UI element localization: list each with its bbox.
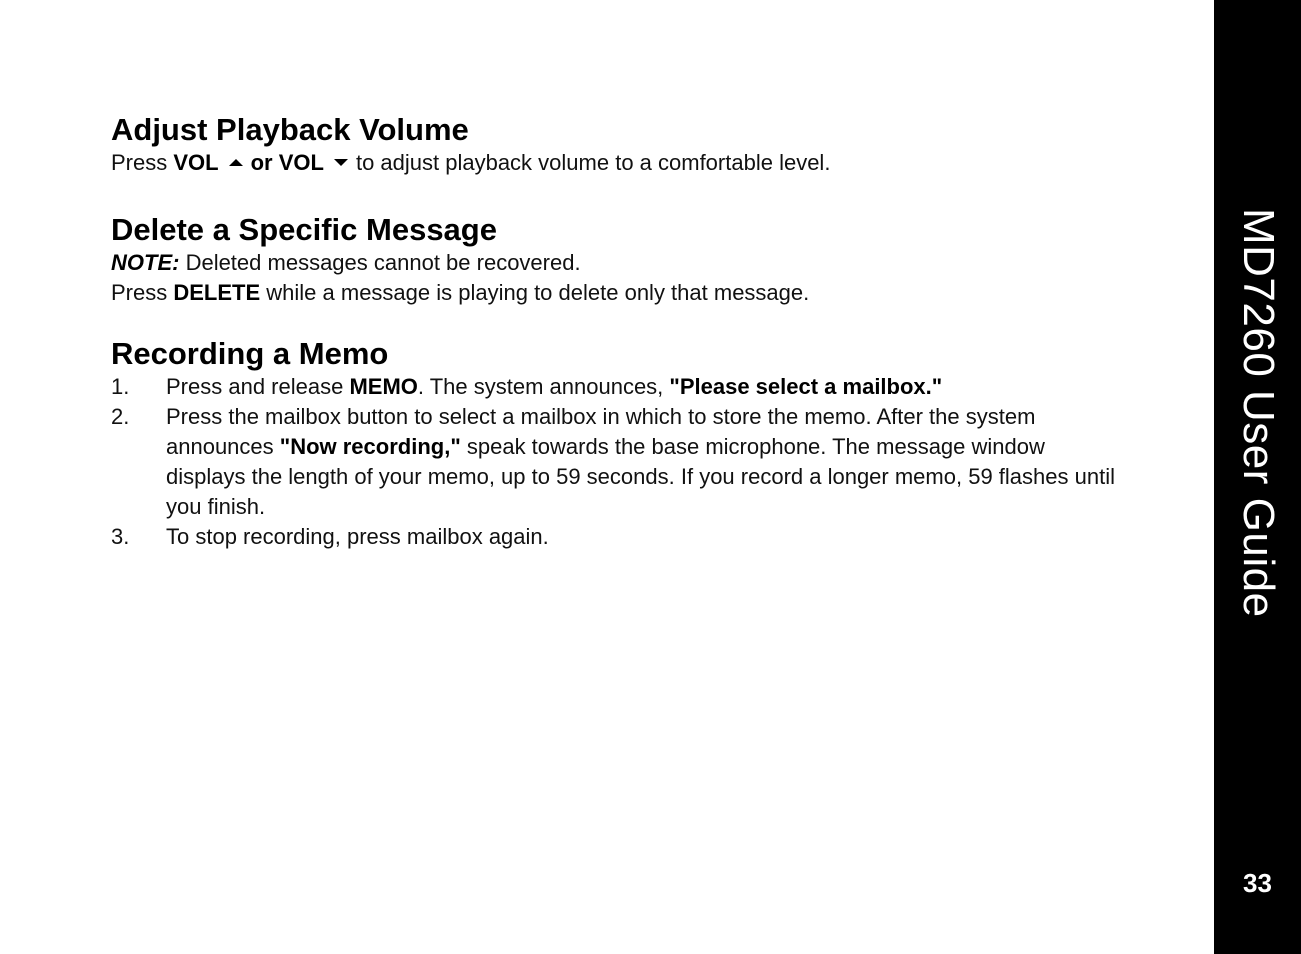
step-text: . The system announces, xyxy=(417,374,670,399)
delete-key: DELETE xyxy=(173,280,261,305)
sidebar xyxy=(1214,0,1301,954)
step-text: Press and release xyxy=(166,374,350,399)
step-text: speak towards the base microphone. The message window displays the length of your memo, up to 59 seconds. If you record a longer memo, 59 flashes until you finish. xyxy=(166,434,1115,519)
section-adjust-volume xyxy=(111,112,1121,178)
announcement-text: "Please select a mailbox." xyxy=(669,374,943,399)
delete-instruction xyxy=(111,278,1121,308)
delete-note xyxy=(111,248,1121,278)
note-label: NOTE: xyxy=(111,250,180,275)
section-title-volume: Adjust Playback Volume xyxy=(111,112,469,147)
guide-title: MD7260 User Guide xyxy=(1234,208,1283,618)
page-number: 33 xyxy=(1243,868,1272,898)
up-arrow-icon xyxy=(229,159,243,166)
vol-down-key: or VOL xyxy=(250,150,324,175)
section-title-memo: Recording a Memo xyxy=(111,336,389,371)
step-number: 2. xyxy=(111,404,130,429)
section-title-delete: Delete a Specific Message xyxy=(111,212,497,247)
down-arrow-icon xyxy=(334,159,348,166)
list-item xyxy=(111,402,1121,522)
memo-key: MEMO xyxy=(349,374,418,399)
step-text: Press the mailbox button to select a mailbox in which to store the memo. After the system announces xyxy=(166,404,1036,459)
note-text: Deleted messages cannot be recovered. xyxy=(179,250,581,275)
list-item xyxy=(111,372,1121,402)
delete-press-text: Press xyxy=(111,280,174,305)
volume-text: to adjust playback volume to a comfortable level. xyxy=(355,150,831,175)
step-number: 3. xyxy=(111,524,130,549)
delete-text: while a message is playing to delete only that message. xyxy=(260,280,810,305)
list-item xyxy=(111,522,1121,552)
memo-steps xyxy=(111,372,1121,552)
section-delete-message xyxy=(111,212,1121,308)
volume-instruction xyxy=(111,148,1121,178)
announcement-text: "Now recording," xyxy=(279,434,461,459)
press-text: Press xyxy=(111,150,168,175)
step-text: To stop recording, press mailbox again. xyxy=(166,524,549,549)
step-number: 1. xyxy=(111,374,130,399)
vol-up-key: VOL xyxy=(173,150,219,175)
page-content xyxy=(111,112,1121,580)
section-recording-memo xyxy=(111,336,1121,552)
